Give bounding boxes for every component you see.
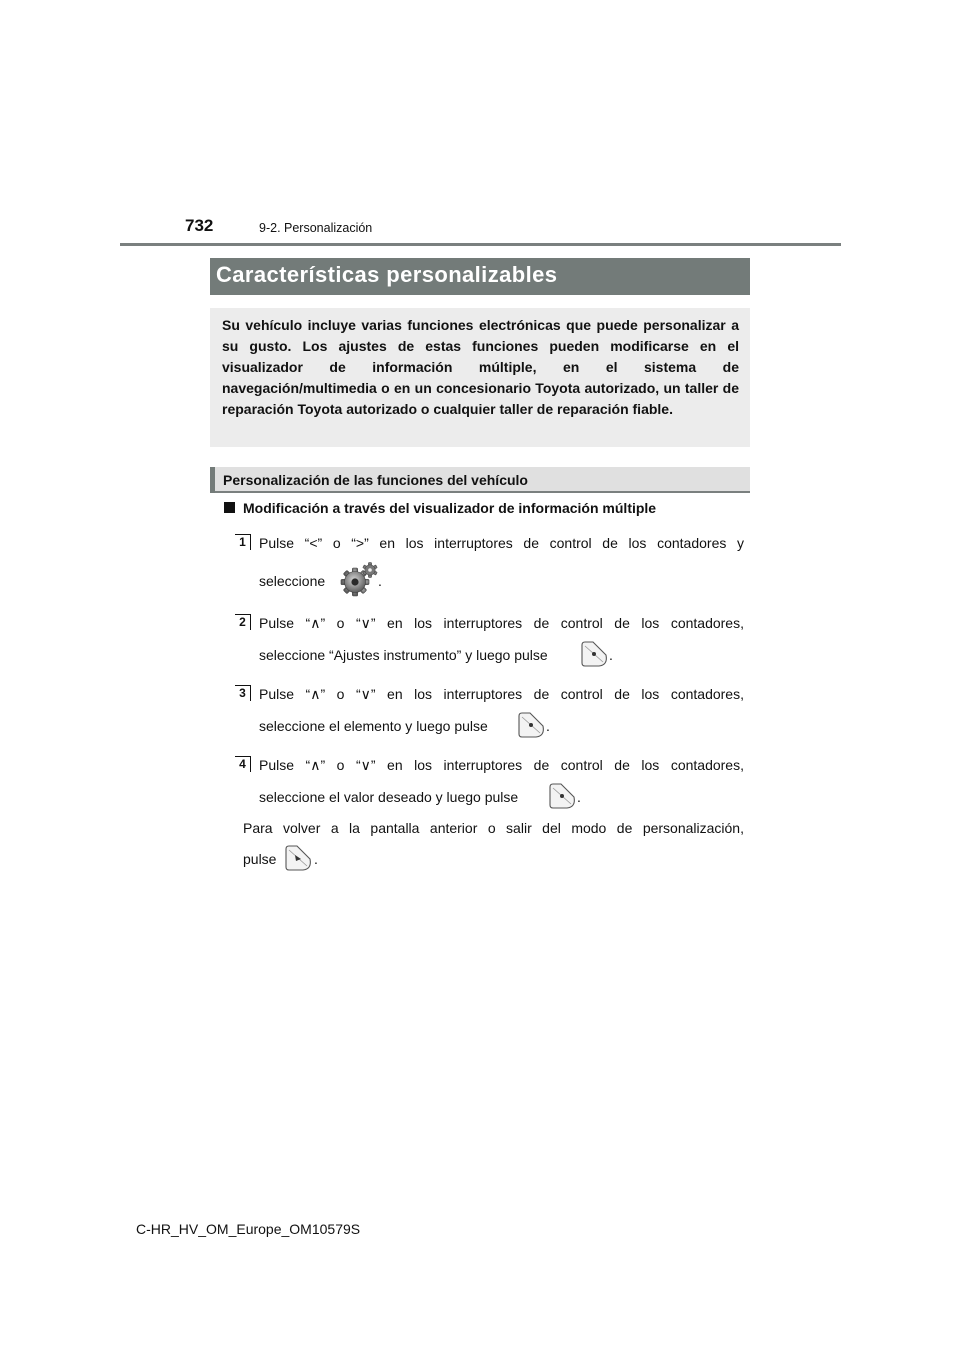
step-1-line-2-end: .	[378, 573, 382, 589]
footer-doc-code: C-HR_HV_OM_Europe_OM10579S	[136, 1221, 361, 1237]
step-4-line-2-end: .	[577, 789, 581, 805]
step-2-line-2-end: .	[609, 647, 613, 663]
step-4-line-2: seleccione el valor deseado y luego pulse	[259, 789, 519, 805]
step-1-line-2: seleccione	[259, 573, 326, 589]
step-number-4: 4	[235, 756, 251, 772]
page-number: 732	[185, 216, 214, 235]
step-number-1: 1	[235, 534, 251, 550]
step-number-2: 2	[235, 614, 251, 630]
step-number-3: 3	[235, 685, 251, 701]
step-1-line-1: Pulse “<” o “>” en los interruptores de control de los contadores y	[259, 535, 744, 551]
enter-button-icon	[516, 710, 546, 740]
bullet-heading: Modificación a través del visualizador de información múltiple	[243, 500, 657, 516]
enter-button-icon	[579, 639, 609, 669]
step-3-line-2: seleccione el elemento y luego pulse	[259, 718, 488, 734]
step-4-line-1: Pulse “∧” o “∨” en los interruptores de control de los contadores,	[259, 757, 744, 773]
section-path: 9-2. Personalización	[259, 221, 373, 235]
subsection-title: Personalización de las funciones del vehículo	[223, 472, 528, 488]
gear-icon	[340, 561, 378, 597]
enter-button-icon	[547, 781, 577, 811]
step-3-line-2-end: .	[546, 718, 550, 734]
step-3-line-1: Pulse “∧” o “∨” en los interruptores de control de los contadores,	[259, 686, 744, 702]
step-2-line-2: seleccione “Ajustes instrumento” y luego pulse	[259, 647, 548, 663]
note-line-2: pulse	[243, 851, 277, 867]
page-title: Características personalizables	[216, 262, 558, 287]
intro-text: Su vehículo incluye varias funciones electrónicas que puede personalizar a su gusto. Los ajustes de estas funciones pueden modificarse en el visualizador de información múltiple, en el sistema de navegación/multimedia o en un concesionario Toyota autorizado, un taller de reparación Toyota autorizado o cualquier taller de reparación fiable.	[222, 317, 739, 417]
step-2-line-1: Pulse “∧” o “∨” en los interruptores de control de los contadores,	[259, 615, 744, 631]
note-line-2-end: .	[314, 851, 318, 867]
note-line-1: Para volver a la pantalla anterior o salir del modo de personalización,	[243, 820, 744, 836]
header-rule	[120, 243, 841, 246]
square-bullet-icon	[224, 502, 235, 513]
back-button-icon	[283, 843, 313, 873]
subsection-accent	[210, 467, 215, 493]
